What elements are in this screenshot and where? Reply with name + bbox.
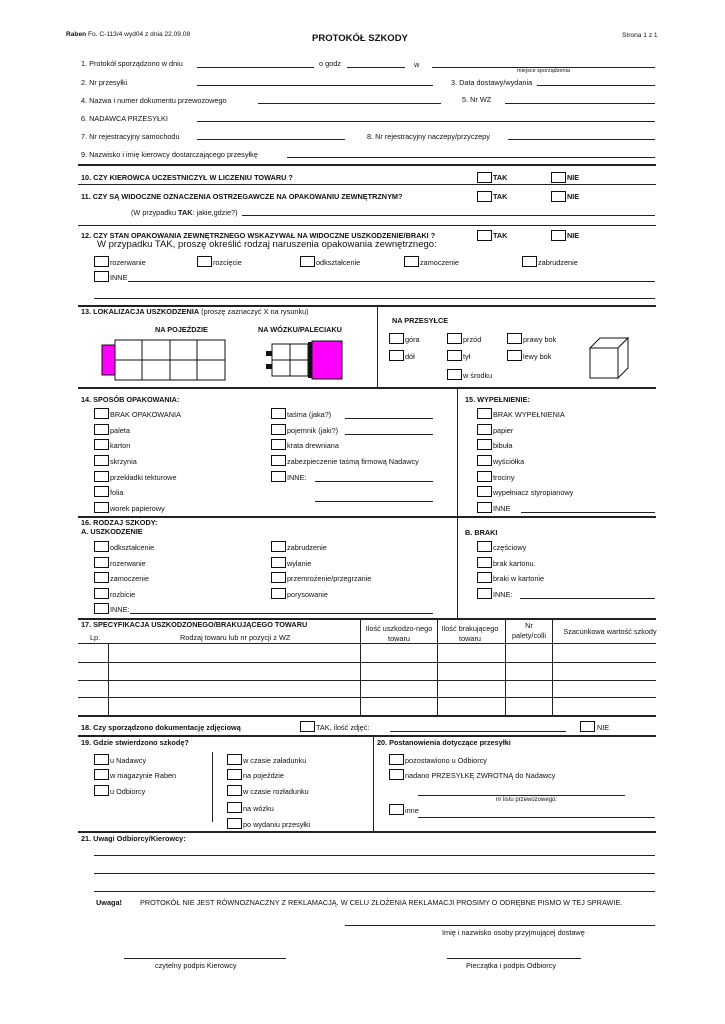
s14-tasma-field[interactable] xyxy=(345,418,433,419)
s19-option-label: w magazynie Raben xyxy=(110,771,177,780)
s12-inne-field[interactable] xyxy=(128,281,655,282)
s10-nie-label: NIE xyxy=(567,173,580,182)
s16-braki-inne-checkbox[interactable] xyxy=(477,588,492,599)
s13-w-srodku-checkbox[interactable] xyxy=(447,369,462,380)
s11-sub: (W przypadku TAK: jakie,gdzie?) xyxy=(131,208,238,217)
s14-brak-opakowania-checkbox[interactable] xyxy=(94,408,109,419)
s15-option-label: wyściółka xyxy=(493,457,525,466)
s18-ilosc-field[interactable] xyxy=(390,731,566,732)
s15-brak-checkbox[interactable] xyxy=(477,408,492,419)
s2-label: 2. Nr przesyłki xyxy=(81,78,128,87)
s17-label: 17. SPECYFIKACJA USZKODZONEGO/BRAKUJĄCEGO TOWARU xyxy=(81,620,308,629)
s16-inne-checkbox[interactable] xyxy=(94,603,109,614)
s19-zaladunek-checkbox[interactable] xyxy=(227,754,242,765)
s3-field[interactable] xyxy=(537,85,655,86)
s12-option-label: INNE xyxy=(110,273,128,282)
podpis-kierowcy-field[interactable] xyxy=(124,958,286,959)
s12-inne-field-2[interactable] xyxy=(94,298,655,299)
divider xyxy=(437,619,438,715)
s20-zwrot-checkbox[interactable] xyxy=(389,769,404,780)
s16-option-label: brak kartonu. xyxy=(493,559,536,568)
s13-option-label: przód xyxy=(463,335,482,344)
s12-tak-label: TAK xyxy=(493,231,508,240)
s16-option-label: INNE: xyxy=(493,590,513,599)
page-number: Strona 1 z 1 xyxy=(622,32,658,39)
s12-option-label: odkształcenie xyxy=(316,258,361,267)
s17-col-nr-palety: Nr palety/colli xyxy=(511,621,547,640)
s13-wozku-label: NA WÓZKU/PALECIAKU xyxy=(258,325,342,334)
s1-label: 1. Protokół sporządzono w dniu xyxy=(81,59,183,68)
divider xyxy=(457,517,458,618)
s13-tyl-checkbox[interactable] xyxy=(447,350,462,361)
s20-inne-field[interactable] xyxy=(418,817,655,818)
s17-col-ilosc-brak: Ilość brakującego towaru xyxy=(441,624,499,643)
s21-field[interactable] xyxy=(94,855,655,856)
divider xyxy=(377,306,378,387)
s15-styropian-checkbox[interactable] xyxy=(477,486,492,497)
s18-tak-label: TAK, ilość zdjęć: xyxy=(316,723,370,732)
s12-option-label: zabrudzenie xyxy=(538,258,578,267)
s19-magazyn-checkbox[interactable] xyxy=(94,769,109,780)
uwaga-note: PROTOKÓŁ NIE JEST RÓWNOZNACZNY Z REKLAMACJĄ. W CELU ZŁOŻENIA REKLAMACJI PROSIMY O ODRĘBNE PISMO W TEJ SPRAWIE. xyxy=(140,898,623,907)
s15-option-label: bibuła xyxy=(493,441,513,450)
s11-field[interactable] xyxy=(242,215,655,216)
s17-col-lp: Lp. xyxy=(90,633,101,642)
s14-option-label: paleta xyxy=(110,426,130,435)
s16-zamoczenie-checkbox[interactable] xyxy=(94,572,109,583)
s9-label: 9. Nazwisko i imię kierowcy dostarczającego przesyłkę xyxy=(81,150,258,159)
s12-label: 12. CZY STAN OPAKOWANIA ZEWNĘTRZNEGO WSKAZYWAŁ NA WIDOCZNE USZKODZENIE/BRAKI ? xyxy=(81,231,436,240)
s14-folia-checkbox[interactable] xyxy=(94,486,109,497)
s14-pojemnik-checkbox[interactable] xyxy=(271,424,286,435)
s19-label: 19. Gdzie stwierdzono szkodę? xyxy=(81,738,189,747)
s14-przekladki-checkbox[interactable] xyxy=(94,471,109,482)
s18-nie-checkbox[interactable] xyxy=(580,721,595,732)
s15-option-label: INNE xyxy=(493,504,511,513)
s16-option-label: przemrożenie/przegrzanie xyxy=(287,574,372,583)
s1-place-hint: miejsce sporządzenia xyxy=(517,68,570,74)
uwaga-label: Uwaga! xyxy=(96,898,122,907)
s15-option-label: wypełniacz styropianowy xyxy=(493,488,574,497)
s14-option-label: INNE: xyxy=(287,473,307,482)
s11-tak-label: TAK xyxy=(493,192,508,201)
s20-inne-checkbox[interactable] xyxy=(389,804,404,815)
s21-field[interactable] xyxy=(94,873,655,874)
s12-inne-checkbox[interactable] xyxy=(94,271,109,282)
s14-option-label: pojemnik (jaki?) xyxy=(287,426,339,435)
przyjmujacy-field[interactable] xyxy=(345,925,655,926)
s14-option-label: przekładki tekturowe xyxy=(110,473,177,482)
s16-wylanie-checkbox[interactable] xyxy=(271,557,286,568)
divider xyxy=(78,735,656,737)
s16-label: 16. RODZAJ SZKODY: xyxy=(81,518,158,527)
s19-option-label: w czasie rozładunku xyxy=(243,787,309,796)
s12-option-label: rozcięcie xyxy=(213,258,242,267)
s15-inne-field[interactable] xyxy=(521,512,655,513)
s13-lewy-bok-checkbox[interactable] xyxy=(507,350,522,361)
s19-option-label: po wydaniu przesyłki xyxy=(243,820,311,829)
s16-b-label: B. BRAKI xyxy=(465,528,498,537)
przyjmujacy-label: Imię i nazwisko osoby przyjmującej dostawę xyxy=(442,928,585,937)
s19-rozladunek-checkbox[interactable] xyxy=(227,785,242,796)
s1-place-label: w xyxy=(414,60,420,69)
divider xyxy=(457,388,458,516)
s8-field[interactable] xyxy=(508,139,655,140)
s13-option-label: w środku xyxy=(463,371,493,380)
s16-rozbicie-checkbox[interactable] xyxy=(94,588,109,599)
s12-odksztalcenie-checkbox[interactable] xyxy=(300,256,315,267)
s12-nie-checkbox[interactable] xyxy=(551,230,566,241)
s14-pojemnik-field[interactable] xyxy=(345,434,433,435)
s16-option-label: zabrudzenie xyxy=(287,543,327,552)
s15-bibula-checkbox[interactable] xyxy=(477,439,492,450)
s11-label: 11. CZY SĄ WIDOCZNE OZNACZENIA OSTRZEGAWCZE NA OPAKOWANIU ZEWNĘTRZNYM? xyxy=(81,192,403,201)
s8-label: 8. Nr rejestracyjny naczepy/przyczepy xyxy=(367,132,490,141)
s10-tak-checkbox[interactable] xyxy=(477,172,492,183)
s16-zabrudzenie-checkbox[interactable] xyxy=(271,541,286,552)
s12-option-label: rozerwanie xyxy=(110,258,146,267)
divider xyxy=(78,164,656,166)
s1-hour-label: o godz xyxy=(319,59,341,68)
s13-prawy-bok-checkbox[interactable] xyxy=(507,333,522,344)
s20-option-label: pozostawiono u Odbiorcy xyxy=(405,756,487,765)
s15-inne-checkbox[interactable] xyxy=(477,502,492,513)
s16-inne-field[interactable] xyxy=(130,613,433,614)
s12-zamoczenie-checkbox[interactable] xyxy=(404,256,419,267)
s3-label: 3. Data dostawy/wydania xyxy=(451,78,533,87)
s21-field[interactable] xyxy=(94,891,655,892)
s12-rozciecie-checkbox[interactable] xyxy=(197,256,212,267)
podpis-odbiorcy-label: Pieczątka i podpis Odbiorcy xyxy=(466,961,557,970)
s12-tak-checkbox[interactable] xyxy=(477,230,492,241)
s13-pojezdzie-label: NA POJEŹDZIE xyxy=(155,325,208,334)
s5-label: 5. Nr WZ xyxy=(462,95,492,104)
form-code: Raben Fo. C-113/4 wyd04 z dnia 22.09.08 xyxy=(66,31,191,38)
s13-przesylce-label: NA PRZESYŁCE xyxy=(392,316,449,325)
s14-option-label: skrzynia xyxy=(110,457,137,466)
podpis-kierowcy-label: czytelny podpis Kierowcy xyxy=(155,961,237,970)
s20-nr-listu-hint: nr listu przewozowego: xyxy=(496,797,558,803)
table-row[interactable] xyxy=(78,662,656,663)
s19-option-label: na wózku xyxy=(243,804,274,813)
s14-skrzynia-checkbox[interactable] xyxy=(94,455,109,466)
s13-option-label: dół xyxy=(405,352,415,361)
s19-option-label: w czasie załadunku xyxy=(243,756,307,765)
divider xyxy=(78,225,656,226)
s13-przod-checkbox[interactable] xyxy=(447,333,462,344)
s16-przemrozenie-checkbox[interactable] xyxy=(271,572,286,583)
s20-nr-listu-field[interactable] xyxy=(418,795,625,796)
table-row[interactable] xyxy=(78,680,656,681)
s14-worek-checkbox[interactable] xyxy=(94,502,109,513)
s12-rozerwanie-checkbox[interactable] xyxy=(94,256,109,267)
s19-u-odbiorcy-checkbox[interactable] xyxy=(94,785,109,796)
s15-option-label: trociny xyxy=(493,473,515,482)
s16-porysowanie-checkbox[interactable] xyxy=(271,588,286,599)
s13-option-label: góra xyxy=(405,335,420,344)
s18-tak-checkbox[interactable] xyxy=(300,721,315,732)
s14-label: 14. SPOSÓB OPAKOWANIA: xyxy=(81,395,180,404)
s19-option-label: na pojeździe xyxy=(243,771,284,780)
s15-wysciolka-checkbox[interactable] xyxy=(477,455,492,466)
divider xyxy=(78,387,656,389)
s4-field[interactable] xyxy=(258,103,441,104)
s17-col-wartosc: Szacunkowa wartość szkody xyxy=(563,627,657,636)
s16-option-label: zamoczenie xyxy=(110,574,149,583)
s5-field[interactable] xyxy=(505,103,655,104)
s16-braki-w-kartonie-checkbox[interactable] xyxy=(477,572,492,583)
s12-zabrudzenie-checkbox[interactable] xyxy=(522,256,537,267)
s20-option-label: inne xyxy=(405,806,419,815)
package-box-icon[interactable] xyxy=(588,336,630,380)
s10-tak-label: TAK xyxy=(493,173,508,182)
s16-option-label: rozerwanie xyxy=(110,559,146,568)
divider xyxy=(360,619,361,715)
s14-option-label: taśma (jaka?) xyxy=(287,410,332,419)
s14-karton-checkbox[interactable] xyxy=(94,439,109,450)
s2-field[interactable] xyxy=(197,85,433,86)
s14-paleta-checkbox[interactable] xyxy=(94,424,109,435)
s10-label: 10. CZY KIEROWCA UCZESTNICZYŁ W LICZENIU TOWARU ? xyxy=(81,173,293,182)
divider xyxy=(78,516,656,518)
s21-label: 21. Uwagi Odbiorcy/Kierowcy: xyxy=(81,834,186,843)
s11-nie-checkbox[interactable] xyxy=(551,191,566,202)
s16-brak-kartonu-checkbox[interactable] xyxy=(477,557,492,568)
s14-inne-checkbox[interactable] xyxy=(271,471,286,482)
s18-label: 18. Czy sporządzono dokumentację zdjęciową xyxy=(81,723,241,732)
s13-gora-checkbox[interactable] xyxy=(389,333,404,344)
table-row[interactable] xyxy=(78,715,656,717)
s19-pojazd-checkbox[interactable] xyxy=(227,769,242,780)
s15-trociny-checkbox[interactable] xyxy=(477,471,492,482)
s6-label: 6. NADAWCA PRZESYŁKI xyxy=(81,114,168,123)
s13-dol-checkbox[interactable] xyxy=(389,350,404,361)
s14-option-label: zabezpieczenie taśmą firmową Nadawcy xyxy=(287,457,419,466)
s15-option-label: papier xyxy=(493,426,514,435)
divider xyxy=(78,831,656,833)
s16-option-label: częściowy xyxy=(493,543,527,552)
s16-a-label: A. USZKODZENIE xyxy=(81,527,143,536)
divider xyxy=(373,736,374,831)
s14-inne-field[interactable] xyxy=(315,481,433,482)
s13-option-label: tył xyxy=(463,352,471,361)
s14-option-label: worek papierowy xyxy=(110,504,165,513)
s12-sub: W przypadku TAK, proszę określić rodzaj naruszenia opakowania zewnętrznego: xyxy=(97,239,437,250)
s16-option-label: odkształcenie xyxy=(110,543,155,552)
s16-rozerwanie-checkbox[interactable] xyxy=(94,557,109,568)
s19-u-nadawcy-checkbox[interactable] xyxy=(94,754,109,765)
s11-nie-label: NIE xyxy=(567,192,580,201)
s15-papier-checkbox[interactable] xyxy=(477,424,492,435)
forklift-diagram[interactable] xyxy=(264,340,352,380)
s14-option-label: krata drewniana xyxy=(287,441,339,450)
divider xyxy=(505,619,506,715)
s1-hour-field[interactable] xyxy=(347,67,405,68)
s17-col-ilosc-usz: Ilość uszkodzo-nego towaru xyxy=(365,624,433,643)
s13-option-label: lewy bok xyxy=(523,352,552,361)
s14-krata-checkbox[interactable] xyxy=(271,439,286,450)
s20-pozostawiono-checkbox[interactable] xyxy=(389,754,404,765)
s19-wozek-checkbox[interactable] xyxy=(227,802,242,813)
s16-option-label: porysowanie xyxy=(287,590,328,599)
s15-option-label: BRAK WYPEŁNIENIA xyxy=(493,410,565,419)
s1-date-field[interactable] xyxy=(197,67,314,68)
s6-field[interactable] xyxy=(197,121,655,122)
s16-czesciowy-checkbox[interactable] xyxy=(477,541,492,552)
s4-label: 4. Nazwa i numer dokumentu przewozowego xyxy=(81,96,227,105)
truck-diagram[interactable] xyxy=(96,338,232,384)
s7-label: 7. Nr rejestracyjny samochodu xyxy=(81,132,180,141)
s14-inne-field-2[interactable] xyxy=(315,501,433,502)
company-name: Raben xyxy=(66,31,87,38)
divider xyxy=(552,619,553,715)
s16-option-label: braki w kartonie xyxy=(493,574,545,583)
s14-tasma-checkbox[interactable] xyxy=(271,408,286,419)
divider xyxy=(212,752,213,822)
s15-label: 15. WYPEŁNIENIE: xyxy=(465,395,530,404)
podpis-odbiorcy-field[interactable] xyxy=(447,958,581,959)
divider xyxy=(78,184,656,185)
s16-option-label: rozbicie xyxy=(110,590,136,599)
s19-option-label: u Odbiorcy xyxy=(110,787,146,796)
s16-odksztalcenie-checkbox[interactable] xyxy=(94,541,109,552)
s14-zabezpieczenie-checkbox[interactable] xyxy=(271,455,286,466)
table-row[interactable] xyxy=(78,697,656,698)
s16-option-label: wylanie xyxy=(287,559,312,568)
page-title: PROTOKÓŁ SZKODY xyxy=(312,33,408,44)
s7-field[interactable] xyxy=(197,139,345,140)
s17-col-rodzaj: Rodzaj towaru lub nr pozycji z WZ xyxy=(180,633,291,642)
table-row xyxy=(78,643,656,644)
s13-label: 13. LOKALIZACJA USZKODZENIA (proszę zaznaczyć X na rysunku) xyxy=(81,307,309,316)
divider xyxy=(108,643,109,715)
s9-field[interactable] xyxy=(287,157,655,158)
s12-nie-label: NIE xyxy=(567,231,580,240)
s18-nie-label: NIE xyxy=(597,723,610,732)
s14-option-label: karton xyxy=(110,441,131,450)
s14-option-label: folia xyxy=(110,488,124,497)
s20-option-label: nadano PRZESYŁKĘ ZWROTNĄ do Nadawcy xyxy=(405,771,556,780)
s12-option-label: zamoczenie xyxy=(420,258,459,267)
s19-option-label: u Nadawcy xyxy=(110,756,147,765)
s19-po-wydaniu-checkbox[interactable] xyxy=(227,818,242,829)
s10-nie-checkbox[interactable] xyxy=(551,172,566,183)
s11-tak-checkbox[interactable] xyxy=(477,191,492,202)
s16-option-label: INNE: xyxy=(110,605,130,614)
s20-label: 20. Postanowienia dotyczące przesyłki xyxy=(377,738,511,747)
s13-option-label: prawy bok xyxy=(523,335,557,344)
s14-option-label: BRAK OPAKOWANIA xyxy=(110,410,181,419)
s16-braki-inne-field[interactable] xyxy=(520,598,655,599)
